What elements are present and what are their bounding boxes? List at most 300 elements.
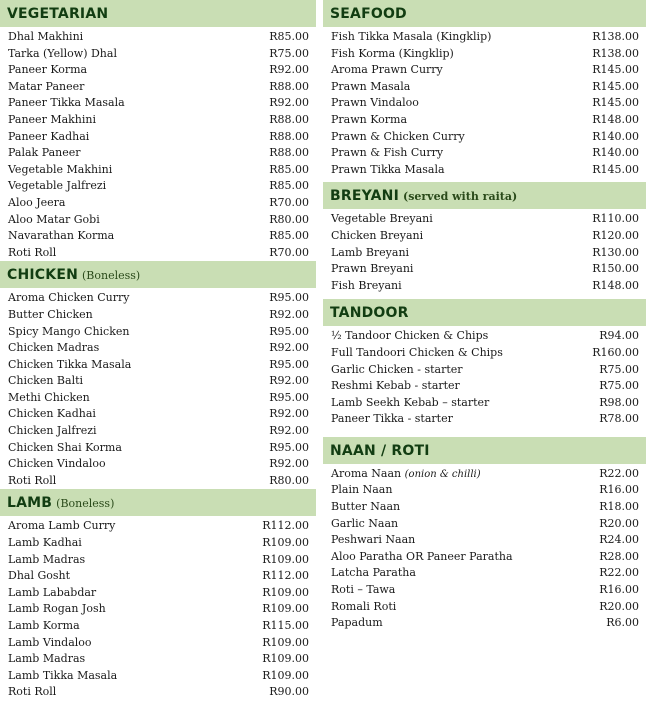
menu-item-price: R92.00 — [269, 63, 309, 77]
menu-item-label — [331, 245, 409, 262]
menu-item-name: Garlic Naan — [331, 516, 399, 530]
menu-item — [323, 228, 646, 245]
menu-item-label — [8, 585, 96, 602]
menu-item-name: Chicken Kadhai — [8, 407, 96, 421]
menu-item-name: Lamb Korma — [8, 619, 80, 632]
menu-item-price: R16.00 — [599, 583, 639, 597]
section-naan-roti — [323, 437, 646, 632]
menu-item-name: Prawn Masala — [331, 79, 411, 93]
menu-item-name: Roti – Tawa — [331, 583, 396, 597]
menu-item — [323, 328, 646, 345]
menu-item-label — [331, 532, 415, 549]
menu-item-price: R145.00 — [592, 63, 639, 77]
section-subtitle: (Boneless) — [56, 497, 115, 511]
menu-right-column — [323, 0, 646, 632]
menu-item-price: R95.00 — [269, 291, 309, 305]
menu-item-name: Romali Roti — [331, 599, 397, 613]
menu-item-price: R24.00 — [599, 533, 639, 547]
menu-item — [0, 62, 316, 79]
menu-item-label — [331, 565, 416, 582]
menu-item-price: R112.00 — [262, 519, 309, 533]
menu-item — [323, 112, 646, 129]
menu-item — [0, 46, 316, 63]
menu-item-label — [8, 29, 83, 46]
menu-item — [0, 228, 316, 245]
menu-item-label — [8, 651, 85, 668]
menu-item-name: Paneer Tikka - starter — [331, 412, 453, 426]
menu-item-label — [8, 307, 93, 324]
menu-item-name: Spicy Mango Chicken — [8, 324, 130, 338]
menu-item-price: R88.00 — [269, 146, 309, 160]
menu-item-price: R80.00 — [269, 212, 309, 226]
section-heading — [0, 489, 316, 516]
menu-item-label — [331, 549, 513, 566]
section-heading — [0, 0, 316, 27]
menu-item — [323, 145, 646, 162]
menu-item-name: Vegetable Makhini — [8, 162, 113, 176]
menu-item — [323, 482, 646, 499]
menu-item-price: R85.00 — [269, 30, 309, 43]
menu-item — [323, 362, 646, 379]
menu-item-name: Butter Chicken — [8, 307, 93, 321]
menu-item-label — [8, 245, 56, 262]
menu-item-price: R138.00 — [592, 46, 639, 60]
section-title: LAMB — [7, 495, 53, 512]
menu-item-name: ½ Tandoor Chicken & Chips — [331, 329, 489, 343]
menu-item-label — [8, 618, 80, 635]
menu-item-price: R75.00 — [599, 379, 639, 393]
menu-item-price: R90.00 — [269, 685, 309, 699]
menu-item — [323, 162, 646, 179]
menu-item-name: Palak Paneer — [8, 146, 81, 160]
menu-item-name: Aroma Prawn Curry — [331, 63, 443, 77]
menu-item-name: Dhal Makhini — [8, 30, 84, 43]
menu-item-price: R75.00 — [269, 46, 309, 60]
menu-item-price: R148.00 — [592, 112, 639, 126]
menu-item — [0, 635, 316, 652]
menu-item — [323, 245, 646, 262]
menu-item-label — [8, 46, 117, 63]
menu-item-name: Lamb Breyani — [331, 245, 410, 259]
section-heading — [323, 0, 646, 27]
section-title: SEAFOOD — [330, 6, 407, 22]
menu-item-label — [8, 473, 56, 490]
menu-item-price: R140.00 — [592, 129, 639, 143]
menu-item-price: R98.00 — [599, 395, 639, 409]
menu-item-price: R88.00 — [269, 112, 309, 126]
menu-item-name: Paneer Makhini — [8, 112, 97, 126]
menu-item-label — [331, 79, 410, 96]
menu-item-price: R92.00 — [269, 374, 309, 388]
menu-item-price: R109.00 — [262, 536, 309, 550]
menu-item-name: Aloo Matar Gobi — [8, 212, 100, 226]
menu-item-name: Lamb Lababdar — [8, 585, 97, 599]
menu-item-name: Paneer Tikka Masala — [8, 96, 125, 110]
section-breyani — [323, 182, 646, 294]
menu-item-price: R110.00 — [592, 212, 639, 226]
menu-item — [0, 340, 316, 357]
menu-item-name: Prawn & Chicken Curry — [331, 129, 465, 143]
menu-item — [323, 129, 646, 146]
menu-item — [323, 62, 646, 79]
menu-item-price: R140.00 — [592, 146, 639, 160]
menu-item-name: Aloo Paratha OR Paneer Paratha — [331, 549, 513, 563]
menu-item — [323, 395, 646, 412]
menu-item-label — [331, 362, 463, 379]
menu-item-price: R92.00 — [269, 457, 309, 471]
section-title: CHICKEN — [7, 267, 79, 284]
menu-item — [0, 552, 316, 569]
section-gap — [323, 428, 646, 437]
menu-item-label — [8, 668, 117, 685]
menu-item-price: R85.00 — [269, 179, 309, 193]
menu-item-list — [0, 288, 316, 489]
menu-item-name: Lamb Madras — [8, 552, 86, 566]
menu-item-price: R112.00 — [262, 569, 309, 583]
menu-item-label — [331, 411, 453, 428]
menu-item-price: R16.00 — [599, 483, 639, 497]
menu-item-price: R109.00 — [262, 668, 309, 682]
menu-item-label — [8, 145, 81, 162]
menu-item — [0, 473, 316, 490]
menu-item-price: R95.00 — [269, 357, 309, 371]
menu-item-label — [331, 378, 460, 395]
menu-item-name: Papadum — [331, 616, 383, 630]
menu-item — [0, 145, 316, 162]
menu-item-name: Latcha Paratha — [331, 566, 416, 580]
menu-item-price: R109.00 — [262, 635, 309, 649]
menu-item-list — [323, 464, 646, 632]
menu-item-price: R148.00 — [592, 278, 639, 292]
menu-item — [323, 466, 646, 483]
menu-item-name: Butter Naan — [331, 500, 401, 514]
menu-item — [323, 46, 646, 63]
menu-item — [323, 582, 646, 599]
section-tandoor — [323, 299, 646, 428]
menu-item-price: R94.00 — [599, 329, 639, 343]
menu-item-name: Fish Tikka Masala (Kingklip) — [331, 30, 492, 43]
menu-item — [323, 211, 646, 228]
menu-item-price: R92.00 — [269, 424, 309, 438]
menu-item — [0, 456, 316, 473]
menu-item-name: Prawn Vindaloo — [331, 96, 419, 110]
menu-item-label — [8, 195, 65, 212]
menu-item-price: R130.00 — [592, 245, 639, 259]
menu-item-price: R120.00 — [592, 228, 639, 242]
menu-item-name: Full Tandoori Chicken & Chips — [331, 345, 503, 359]
menu-item-label — [8, 324, 129, 341]
menu-item-price: R92.00 — [269, 307, 309, 321]
menu-item — [0, 651, 316, 668]
menu-item-label — [8, 535, 82, 552]
menu-item-price: R95.00 — [269, 440, 309, 454]
menu-item-name: Chicken Madras — [8, 341, 100, 355]
menu-item-name: Aroma Chicken Curry — [8, 291, 130, 305]
menu-item-list — [0, 516, 316, 701]
menu-item-label — [331, 328, 488, 345]
menu-item-name: Paneer Korma — [8, 63, 88, 77]
menu-item-price: R145.00 — [592, 79, 639, 93]
menu-item-label — [331, 46, 454, 63]
menu-item-price: R92.00 — [269, 341, 309, 355]
menu-item — [0, 390, 316, 407]
menu-item-name: Reshmi Kebab - starter — [331, 379, 460, 393]
menu-item — [323, 345, 646, 362]
menu-item-name: Prawn Tikka Masala — [331, 162, 445, 176]
menu-item — [0, 357, 316, 374]
menu-item — [0, 518, 316, 535]
menu-item — [323, 516, 646, 533]
menu-item-name: Prawn Korma — [331, 112, 408, 126]
menu-item-label — [331, 29, 491, 46]
menu-item-name: Garlic Chicken - starter — [331, 362, 463, 376]
menu-item — [323, 411, 646, 428]
menu-item-name: Chicken Shai Korma — [8, 440, 122, 454]
menu-item-name: Chicken Tikka Masala — [8, 357, 132, 371]
menu-item-list — [323, 209, 646, 294]
menu-item-price: R20.00 — [599, 516, 639, 530]
section-heading — [0, 261, 316, 288]
menu-item — [323, 549, 646, 566]
menu-item-price: R20.00 — [599, 599, 639, 613]
menu-item-name: Paneer Kadhai — [8, 129, 90, 143]
menu-item-label — [331, 582, 395, 599]
menu-item-price: R115.00 — [262, 619, 309, 632]
menu-item — [0, 307, 316, 324]
menu-item — [0, 535, 316, 552]
menu-item-price: R22.00 — [599, 566, 639, 580]
menu-item-name: Aroma Naan — [331, 466, 402, 480]
menu-item — [0, 585, 316, 602]
menu-item-name: Vegetable Jalfrezi — [8, 179, 107, 193]
menu-item-label — [331, 599, 396, 616]
section-subtitle: (served with raita) — [402, 190, 518, 204]
menu-item-price: R95.00 — [269, 390, 309, 404]
menu-item — [0, 601, 316, 618]
menu-item-price: R145.00 — [592, 162, 639, 176]
menu-item-name: Roti Roll — [8, 685, 57, 699]
menu-item-name: Roti Roll — [8, 245, 57, 259]
menu-item-label — [8, 568, 70, 585]
menu-item — [0, 684, 316, 701]
menu-item — [323, 261, 646, 278]
menu-item-name: Lamb Kadhai — [8, 536, 82, 550]
menu-item-name: Lamb Vindaloo — [8, 635, 92, 649]
menu-item — [323, 565, 646, 582]
menu-item-name: Aloo Jeera — [8, 195, 66, 209]
menu-item — [0, 95, 316, 112]
section-title: BREYANI — [330, 188, 399, 205]
menu-item — [0, 440, 316, 457]
menu-item-name: Tarka (Yellow) Dhal — [8, 46, 117, 60]
menu-item-label — [8, 95, 125, 112]
menu-item-label — [8, 62, 87, 79]
menu-left-column — [0, 0, 316, 701]
menu-item — [0, 162, 316, 179]
menu-item-label — [8, 162, 112, 179]
menu-item-list — [323, 27, 646, 178]
menu-item-name: Chicken Balti — [8, 374, 84, 388]
section-seafood — [323, 0, 646, 178]
menu-item-name: Fish Korma (Kingklip) — [331, 46, 454, 60]
menu-item — [0, 406, 316, 423]
menu-item-label — [331, 228, 423, 245]
menu-item-label — [331, 95, 419, 112]
menu-item-label — [8, 290, 129, 307]
menu-item-price: R88.00 — [269, 129, 309, 143]
menu-item — [0, 324, 316, 341]
section-lamb — [0, 489, 316, 701]
menu-item-label — [8, 357, 131, 374]
section-title: NAAN / ROTI — [330, 442, 430, 459]
menu-item-price: R109.00 — [262, 652, 309, 666]
menu-item — [0, 618, 316, 635]
menu-item — [0, 245, 316, 262]
menu-item — [323, 615, 646, 632]
menu-item-label — [8, 390, 90, 407]
menu-item — [0, 129, 316, 146]
menu-item-label — [8, 456, 106, 473]
menu-item-label — [8, 423, 97, 440]
menu-item-label — [8, 112, 96, 129]
menu-item — [0, 178, 316, 195]
menu-item-name: Roti Roll — [8, 473, 57, 487]
menu-item-price: R109.00 — [262, 602, 309, 616]
menu-item-label — [8, 601, 106, 618]
menu-item-label — [8, 684, 56, 701]
menu-item-label — [8, 212, 100, 229]
menu-item-label — [331, 278, 402, 295]
menu-item-price: R85.00 — [269, 229, 309, 243]
menu-item-label — [8, 373, 83, 390]
menu-item-name: Lamb Madras — [8, 652, 86, 666]
menu-item-name: Matar Paneer — [8, 79, 85, 93]
menu-item — [323, 378, 646, 395]
menu-item — [0, 373, 316, 390]
menu-item-label — [8, 440, 122, 457]
section-subtitle: (Boneless) — [82, 269, 141, 283]
menu-item-price: R75.00 — [599, 362, 639, 376]
menu-item-price: R85.00 — [269, 162, 309, 176]
menu-item — [323, 79, 646, 96]
menu-item-list — [0, 27, 316, 261]
menu-item-name: Chicken Jalfrezi — [8, 424, 97, 438]
menu-item-label — [331, 516, 398, 533]
menu-item-label — [331, 466, 481, 483]
menu-item — [0, 112, 316, 129]
menu-item — [323, 532, 646, 549]
menu-item-price: R28.00 — [599, 549, 639, 563]
menu-item-price: R18.00 — [599, 500, 639, 514]
menu-item-price: R150.00 — [592, 262, 639, 276]
section-heading — [323, 182, 646, 209]
menu-item — [323, 29, 646, 46]
menu-item-price: R6.00 — [606, 616, 639, 630]
menu-item-label — [8, 406, 96, 423]
menu-item-label — [8, 518, 115, 535]
menu-item-name: Chicken Breyani — [331, 228, 424, 242]
menu-item-label — [331, 615, 383, 632]
menu-item-name: Dhal Gosht — [8, 569, 71, 583]
menu-item-name: Vegetable Breyani — [331, 212, 433, 226]
menu-item-label — [331, 211, 433, 228]
menu-item — [323, 499, 646, 516]
menu-item-label — [8, 228, 114, 245]
menu-item-name: Methi Chicken — [8, 390, 90, 404]
menu-item-list — [323, 326, 646, 428]
menu-item-label — [331, 129, 465, 146]
menu-item-label — [331, 261, 413, 278]
menu-item — [0, 79, 316, 96]
menu-item-price: R160.00 — [592, 345, 639, 359]
menu-item-price: R70.00 — [269, 245, 309, 259]
menu-item-label — [331, 112, 407, 129]
section-heading — [323, 437, 646, 464]
menu-item-label — [8, 178, 106, 195]
menu-item-price: R80.00 — [269, 473, 309, 487]
menu-item-label — [8, 340, 99, 357]
menu-item-name: Plain Naan — [331, 483, 393, 497]
menu-item-name: Lamb Rogan Josh — [8, 602, 106, 616]
menu-item — [0, 290, 316, 307]
menu-item-name: Lamb Seekh Kebab – starter — [331, 395, 490, 409]
menu-item-label — [331, 145, 443, 162]
menu-item-label — [8, 129, 89, 146]
menu-item-name: Fish Breyani — [331, 278, 402, 292]
section-title: VEGETARIAN — [7, 6, 109, 22]
menu-item-price: R95.00 — [269, 324, 309, 338]
menu-item-price: R92.00 — [269, 96, 309, 110]
menu-item — [323, 599, 646, 616]
section-vegetarian — [0, 0, 316, 261]
section-chicken — [0, 261, 316, 489]
menu-item-name: Prawn & Fish Curry — [331, 146, 444, 160]
menu-item-price: R109.00 — [262, 585, 309, 599]
menu-item-name: Navarathan Korma — [8, 229, 115, 243]
menu-item — [0, 29, 316, 46]
menu-item — [0, 668, 316, 685]
menu-item-price: R88.00 — [269, 79, 309, 93]
menu-item-label — [8, 635, 92, 652]
section-heading — [323, 299, 646, 326]
menu-item — [0, 568, 316, 585]
menu-item-label — [331, 162, 445, 179]
menu-item-price: R92.00 — [269, 407, 309, 421]
menu-item — [323, 278, 646, 295]
menu-item-label — [331, 482, 392, 499]
menu-item-label — [331, 395, 489, 412]
section-title: TANDOOR — [330, 305, 409, 322]
menu-item-price: R22.00 — [599, 466, 639, 480]
menu-item-name: Peshwari Naan — [331, 533, 416, 547]
menu-item-label — [8, 552, 85, 569]
menu-item — [0, 423, 316, 440]
menu-item-name: Aroma Lamb Curry — [8, 519, 116, 533]
menu-item-price: R78.00 — [599, 412, 639, 426]
menu-item-label — [331, 499, 400, 516]
menu-item — [0, 212, 316, 229]
menu-item-label — [8, 79, 84, 96]
menu-item-name: Chicken Vindaloo — [8, 457, 106, 471]
menu-item-name: Lamb Tikka Masala — [8, 668, 118, 682]
menu-item-label — [331, 62, 443, 79]
menu-item-price: R145.00 — [592, 96, 639, 110]
menu-item — [323, 95, 646, 112]
menu-item-price: R70.00 — [269, 195, 309, 209]
menu-item — [0, 195, 316, 212]
menu-item-price: R109.00 — [262, 552, 309, 566]
menu-item-note: (onion & chilli) — [404, 468, 481, 480]
